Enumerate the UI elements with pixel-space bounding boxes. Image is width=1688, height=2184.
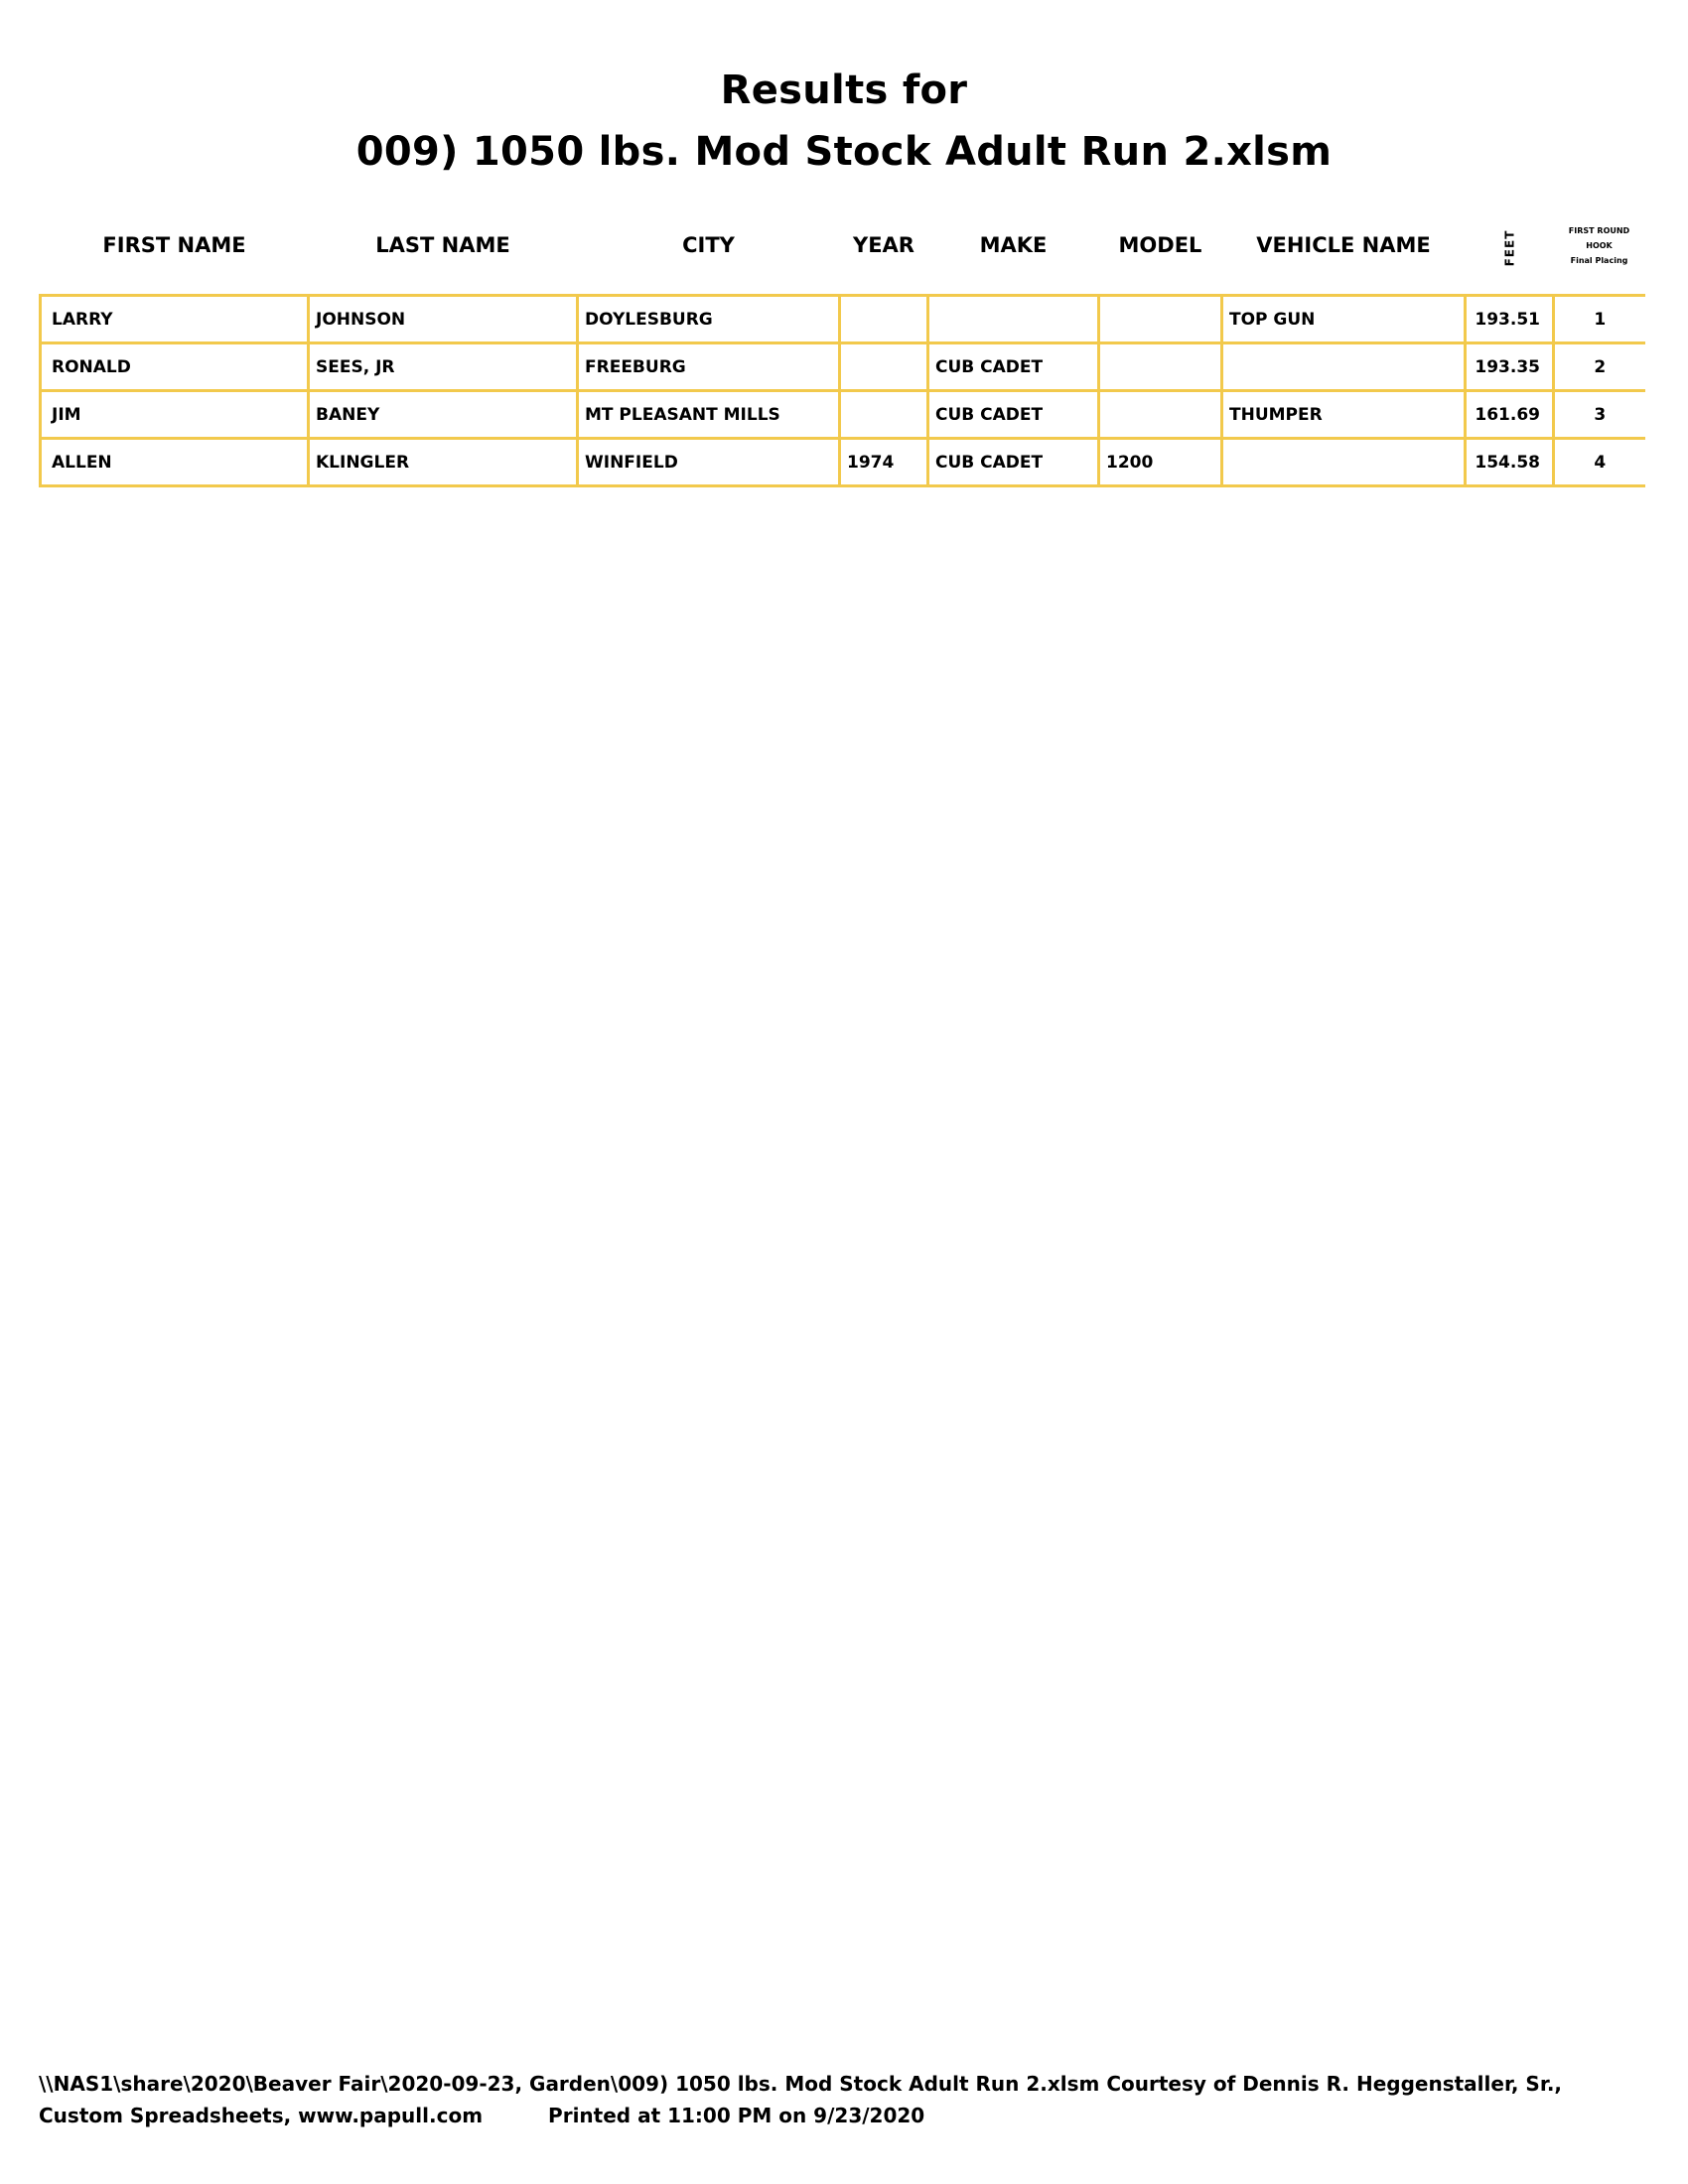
header-first-name: FIRST NAME: [102, 233, 246, 257]
header-hook-line-2: HOOK: [1586, 240, 1613, 250]
title-line-1: Results for: [720, 68, 968, 113]
cell-make: CUB CADET: [928, 391, 1099, 439]
results-table: [39, 208, 1645, 487]
cell-city: DOYLESBURG: [578, 296, 840, 343]
cell-last-name: SEES, JR: [309, 343, 578, 391]
cell-first-name: JIM: [41, 391, 309, 439]
footer-path-line: \\NAS1\share\2020\Beaver Fair\2020-09-23, Garden\009) 1050 lbs. Mod Stock Adult Run 2.xlsm Courtesy of Dennis R. Heggenstaller, Sr.,: [39, 2072, 1563, 2096]
cell-year: [840, 343, 928, 391]
footer-credit-line: [39, 2100, 1562, 2131]
cell-model: [1099, 343, 1222, 391]
cell-place: 1: [1554, 296, 1645, 343]
cell-year: [840, 296, 928, 343]
cell-make: [928, 296, 1099, 343]
cell-vehicle-name: TOP GUN: [1222, 296, 1466, 343]
cell-feet: 193.35: [1466, 343, 1554, 391]
header-hook-line-1: FIRST ROUND: [1568, 225, 1630, 235]
footer-printed-at: Printed at 11:00 PM on 9/23/2020: [548, 2104, 925, 2127]
header-year: YEAR: [853, 233, 914, 257]
cell-model: 1200: [1099, 439, 1222, 486]
header-spacer: [41, 282, 1645, 296]
table-row: [41, 296, 1645, 343]
cell-feet: 154.58: [1466, 439, 1554, 486]
cell-vehicle-name: [1222, 439, 1466, 486]
table-row: [41, 391, 1645, 439]
cell-model: [1099, 391, 1222, 439]
header-hook-line-3: Final Placing: [1570, 255, 1628, 265]
cell-city: WINFIELD: [578, 439, 840, 486]
cell-feet: 193.51: [1466, 296, 1554, 343]
title-line-2: 009) 1050 lbs. Mod Stock Adult Run 2.xlsm: [355, 129, 1333, 175]
cell-vehicle-name: THUMPER: [1222, 391, 1466, 439]
cell-city: MT PLEASANT MILLS: [578, 391, 840, 439]
header-model: MODEL: [1118, 233, 1202, 257]
cell-feet: 161.69: [1466, 391, 1554, 439]
footer-credit: Custom Spreadsheets, www.papull.com: [39, 2104, 484, 2127]
footer: [39, 2068, 1562, 2131]
cell-year: [840, 391, 928, 439]
cell-place: 3: [1554, 391, 1645, 439]
cell-place: 4: [1554, 439, 1645, 486]
header-last-name: LAST NAME: [375, 233, 510, 257]
header-vehicle-name: VEHICLE NAME: [1256, 233, 1431, 257]
cell-vehicle-name: [1222, 343, 1466, 391]
cell-first-name: ALLEN: [41, 439, 309, 486]
header-city: CITY: [682, 233, 735, 257]
cell-first-name: LARRY: [41, 296, 309, 343]
cell-first-name: RONALD: [41, 343, 309, 391]
cell-last-name: JOHNSON: [309, 296, 578, 343]
table-row: [41, 343, 1645, 391]
header-feet: [1466, 208, 1554, 282]
cell-make: CUB CADET: [928, 343, 1099, 391]
header-row: [41, 208, 1645, 282]
cell-place: 2: [1554, 343, 1645, 391]
header-hook: [1554, 208, 1645, 282]
cell-make: CUB CADET: [928, 439, 1099, 486]
cell-model: [1099, 296, 1222, 343]
header-feet-label: FEET: [1502, 229, 1516, 267]
cell-city: FREEBURG: [578, 343, 840, 391]
cell-year: 1974: [840, 439, 928, 486]
title-block: [0, 60, 1688, 183]
cell-last-name: BANEY: [309, 391, 578, 439]
cell-last-name: KLINGLER: [309, 439, 578, 486]
header-make: MAKE: [979, 233, 1048, 257]
table-row: [41, 439, 1645, 486]
